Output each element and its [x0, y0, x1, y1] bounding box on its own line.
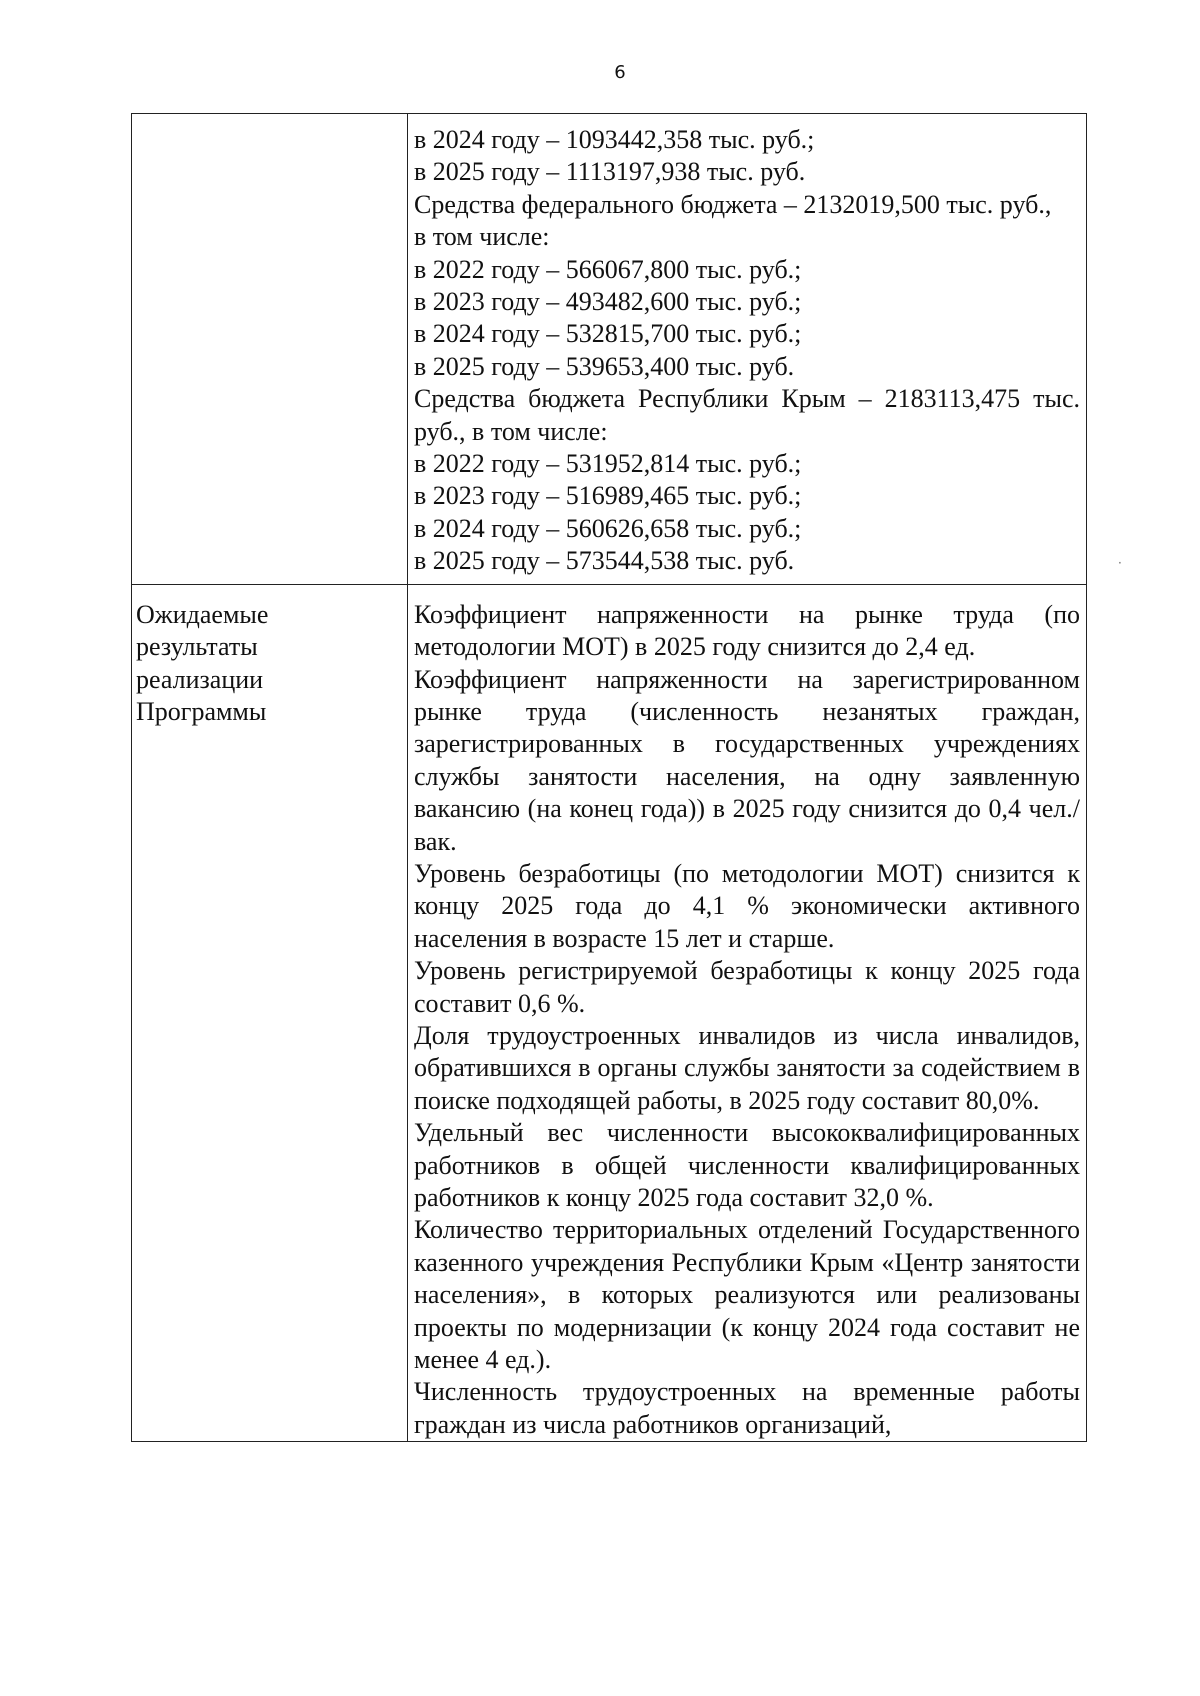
result-paragraph: Уровень безработицы (по методологии МОТ) снизится к концу 2025 года до 4,1 % экономически активного населения в возрасте 15 лет и старше.: [414, 858, 1080, 953]
result-paragraph: Удельный вес численности высококвалифицированных работников в общей численности квалифицированных работников к концу 2025 года составит 32,0 %.: [414, 1118, 1080, 1212]
page-number: 6: [614, 62, 626, 83]
financing-value-cell: [408, 114, 1087, 585]
expected-results-label-line: реализации: [136, 664, 264, 694]
financing-label-cell: [132, 114, 408, 585]
program-passport-table: [131, 113, 1087, 1442]
result-paragraph: Уровень регистрируемой безработицы к концу 2025 года составит 0,6 %.: [414, 956, 1080, 1018]
federal-year-line: в 2025 году – 539653,400 тыс. руб.: [414, 351, 795, 381]
federal-budget-text: Средства федерального бюджета – 2132019,500 тыс. руб.,: [414, 189, 1052, 219]
expected-results-label-line: Ожидаемые: [136, 599, 269, 629]
result-paragraph: Доля трудоустроенных инвалидов из числа инвалидов, обратившихся в органы службы занятости за содействием в поиске подходящей работы, в 2025 году составит 80,0%.: [414, 1020, 1080, 1115]
crimea-year-line: в 2023 году – 516989,465 тыс. руб.;: [414, 481, 802, 511]
federal-budget-subintro: в том числе:: [414, 222, 550, 252]
result-paragraph: Численность трудоустроенных на временные работы граждан из числа работников организаций,: [414, 1377, 1080, 1439]
financing-year-line: в 2024 году – 1093442,358 тыс. руб.;: [414, 125, 815, 154]
expected-results-label-line: результаты: [136, 632, 258, 662]
federal-year-line: в 2023 году – 493482,600 тыс. руб.;: [414, 287, 802, 317]
result-paragraph: Количество территориальных отделений Государственного казенного учреждения Республики Крым «Центр занятости населения», в которых реализуются или реализованы проекты по модернизации (к концу 2024 года составит не менее 4 ед.).: [414, 1215, 1080, 1375]
result-paragraph: Коэффициент напряженности на рынке труда (по методологии МОТ) в 2025 году снизится до 2,4 ед.: [414, 599, 1080, 662]
federal-year-line: в 2022 году – 566067,800 тыс. руб.;: [414, 254, 802, 284]
crimea-year-line: в 2025 году – 573544,538 тыс. руб.: [414, 546, 795, 576]
expected-results-value-cell: [408, 584, 1087, 1442]
table-row-financing: [132, 114, 1087, 585]
table-row-expected-results: [132, 584, 1087, 1442]
financing-year-line: в 2025 году – 1113197,938 тыс. руб.: [414, 157, 806, 187]
scan-artifact: ·: [1118, 556, 1122, 570]
expected-results-label-line: Программы: [136, 696, 267, 726]
crimea-year-line: в 2024 году – 560626,658 тыс. руб.;: [414, 513, 802, 543]
crimea-budget-text: Средства бюджета Республики Крым – 2183113,475 тыс. руб., в том числе:: [414, 384, 1080, 446]
federal-year-line: в 2024 году – 532815,700 тыс. руб.;: [414, 319, 802, 349]
crimea-year-line: в 2022 году – 531952,814 тыс. руб.;: [414, 449, 802, 479]
result-paragraph: Коэффициент напряженности на зарегистрированном рынке труда (численность незанятых граждан, зарегистрированных в государственных учреждениях службы занятости населения, на одну заявленную вакансию (на конец года)) в 2025 году снизится до 0,4 чел./вак.: [414, 664, 1080, 856]
expected-results-label-cell: [132, 584, 408, 1442]
